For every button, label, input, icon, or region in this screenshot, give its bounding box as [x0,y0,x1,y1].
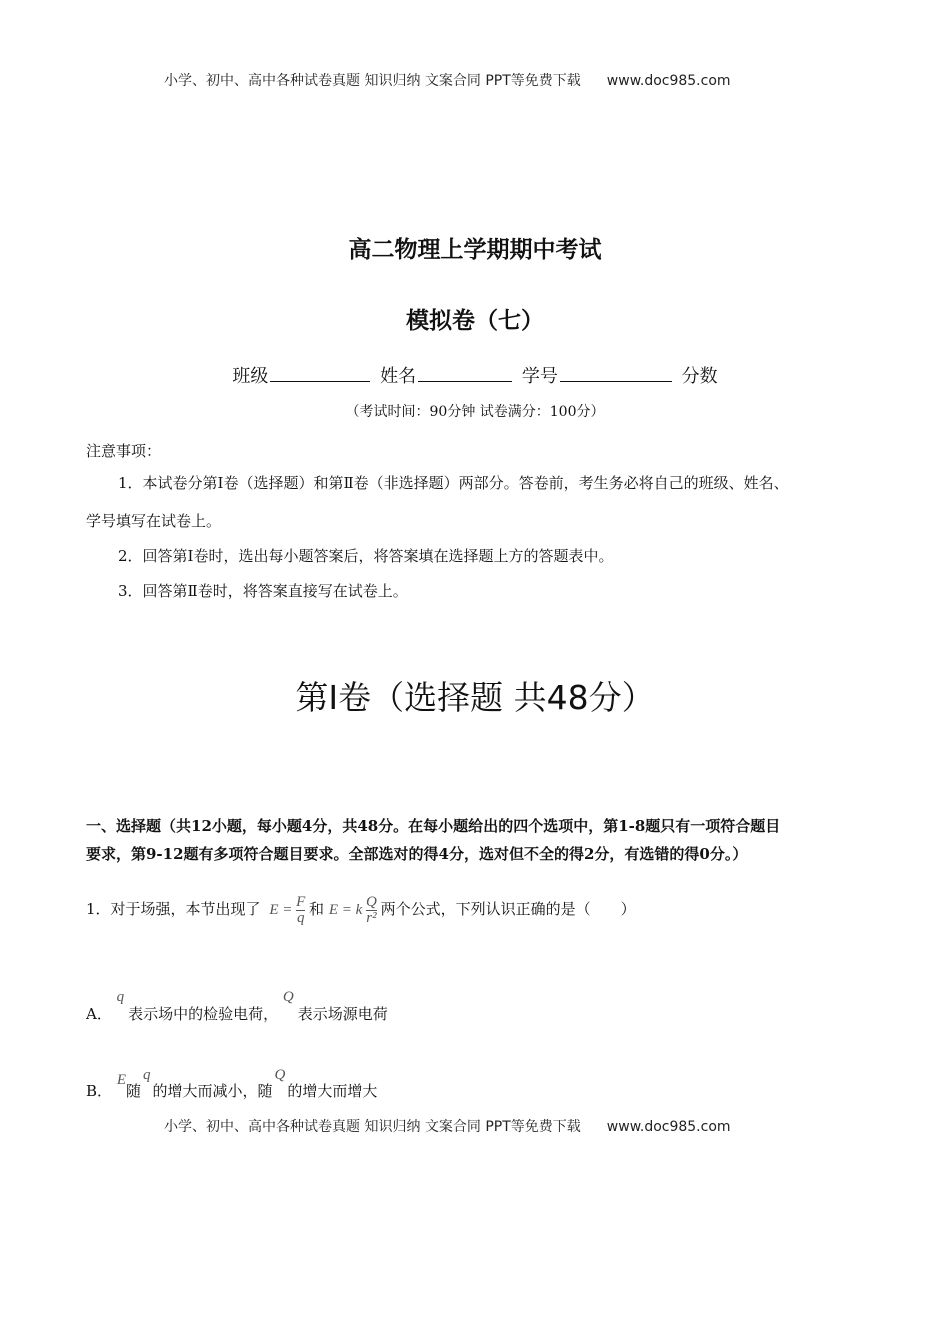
option-b-symbol-Q: Q [274,1067,286,1083]
page-footer [164,1116,731,1136]
option-a-label: A． [86,1005,112,1023]
q1-mid: 和 [309,899,325,918]
formula-point-charge: E = k $\frac{Q}{\text{r²}}$ [328,894,377,926]
id-blank [560,365,672,382]
header-text: 小学、初中、高中各种试卷真题 知识归纳 文案合同 PPT等免费下载 [164,73,581,89]
option-a-symbol-q: q [116,989,125,1005]
question-1 [86,895,636,926]
notice-heading: 注意事项： [86,442,162,460]
score-label: 分数 [681,366,718,387]
option-a-symbol-Q: Q [282,989,294,1005]
q1-prefix: 1．对于场强，本节出现了 [86,899,261,918]
option-a-text1: 表示场中的检验电荷， [128,1005,279,1023]
option-b-text3: 的增大而增大 [287,1082,378,1100]
q1-suffix: 两个公式，下列认识正确的是（ ） [380,899,636,918]
class-label: 班级 [232,366,269,387]
footer-url: www.doc985.com [606,1119,731,1135]
option-a-text2: 表示场源电荷 [297,1005,388,1023]
id-label: 学号 [521,366,558,387]
option-b-text2: 的增大而减小，随 [152,1082,273,1100]
exam-subtitle: 模拟卷（七） [406,307,544,334]
exam-time: （考试时间：90分钟 试卷满分：100分） [345,404,605,420]
class-blank [270,365,370,382]
formula-field-definition: E = $\frac{F}{q}$ [269,894,306,926]
name-blank [418,365,512,382]
notice-item-3: 3．回答第Ⅱ卷时，将答案直接写在试卷上。 [118,582,408,600]
footer-text: 小学、初中、高中各种试卷真题 知识归纳 文案合同 PPT等免费下载 [164,1119,581,1135]
option-b-text1: 随 [125,1082,141,1100]
option-b [86,1067,378,1101]
section-instructions-line1: 一、选择题（共12小题，每小题4分，共48分。在每小题给出的四个选项中，第1-8题只有一项符合题目 [86,817,781,835]
exam-title: 高二物理上学期期中考试 [348,236,602,263]
option-b-symbol-E: E [116,1072,126,1088]
part1-title: 第Ⅰ卷（选择题 共48分） [295,678,655,717]
option-b-label: B． [86,1082,113,1100]
notice-item-2: 2．回答第Ⅰ卷时，选出每小题答案后，将答案填在选择题上方的答题表中。 [118,547,614,565]
option-a [86,989,388,1024]
section-instructions-line2: 要求，第9-12题有多项符合题目要求。全部选对的得4分，选对但不全的得2分，有选错的得0分。） [86,845,748,863]
name-label: 姓名 [380,366,417,387]
header-url: www.doc985.com [606,73,731,89]
page-header [164,70,731,90]
notice-item-1: 1．本试卷分第Ⅰ卷（选择题）和第Ⅱ卷（非选择题）两部分。答卷前，考生务必将自己的班级、姓名、 [118,474,789,492]
option-b-symbol-q: q [143,1067,151,1083]
notice-item-1-cont: 学号填写在试卷上。 [86,512,222,530]
student-info-line [0,362,950,388]
